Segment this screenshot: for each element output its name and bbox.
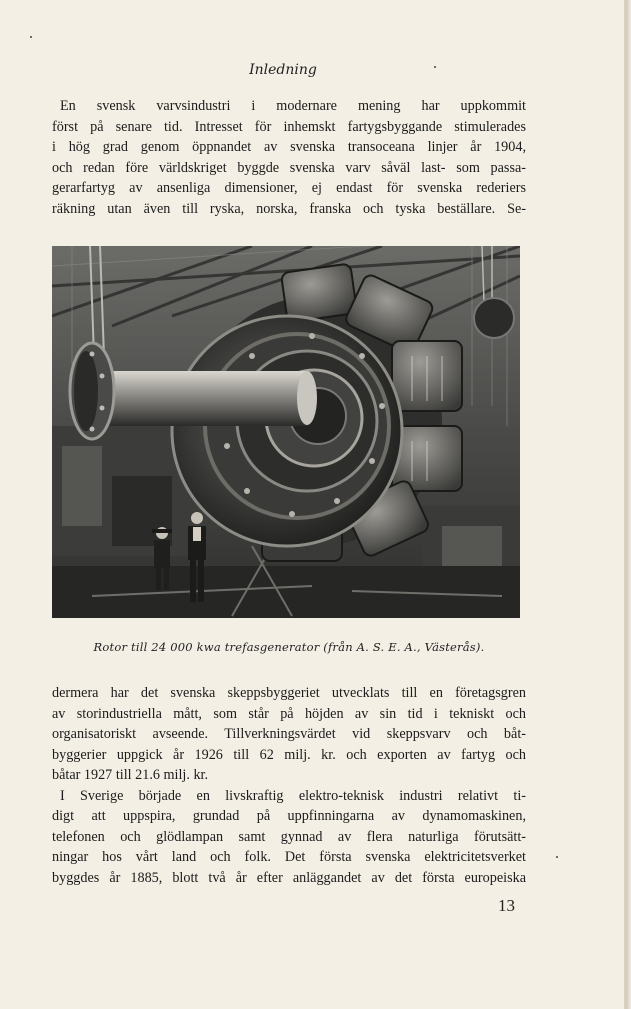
paper-speck <box>434 66 436 68</box>
text-line: byggerier uppgick år 1926 till 62 milj. kr. och exporten av fartyg och <box>52 746 526 763</box>
text-line: I Sverige började en livskraftig elektro-teknisk industri relativt ti- <box>60 787 526 804</box>
text-line: digt att uppspira, grundad på uppfinningarna av dynamomaskinen, <box>52 808 526 824</box>
running-head: Inledning <box>249 62 317 78</box>
text-line: av storindustriella mått, som står på höjden av sin tid i tekniskt och <box>52 705 526 722</box>
page-edge <box>626 0 631 1009</box>
text-line: och redan före världskriget byggde svenska varv såväl last- som passa- <box>52 159 526 176</box>
paragraph-bottom <box>52 683 526 888</box>
text-line: räkning utan även till ryska, norska, franska och tyska beställare. Se- <box>52 200 526 217</box>
text-line: gerarfartyg av ansenliga dimensioner, ej endast för svenska rederiers <box>52 180 526 196</box>
page-number: 13 <box>498 896 515 915</box>
text-line: En svensk varvsindustri i modernare mening har uppkommit <box>60 98 526 114</box>
text-line: organisatoriskt avseende. Tillverkningsvärdet vid skeppsvarv och båt- <box>52 726 526 742</box>
paper-speck <box>30 36 32 38</box>
rotor-photograph <box>52 246 520 618</box>
text-line: dermera har det svenska skeppsbyggeriet utvecklats till en företagsgren <box>52 685 526 701</box>
text-line: båtar 1927 till 21.6 milj. kr. <box>52 767 209 783</box>
rotor-photo-illustration <box>52 246 520 618</box>
paragraph-top <box>52 96 526 219</box>
text-line: byggdes år 1885, blott två år efter anläggandet av det första europeiska <box>52 869 526 886</box>
figure-caption: Rotor till 24 000 kwa trefasgenerator (från A. S. E. A., Västerås). <box>93 640 485 654</box>
text-line: i hög grad genom öppnandet av svenska transoceana linjer år 1904, <box>52 139 526 155</box>
paper-speck <box>556 856 558 858</box>
text-line: telefonen och glödlampan samt gynnad av flera naturliga förutsätt- <box>52 828 526 845</box>
text-line: först på senare tid. Intresset för inhemskt fartygsbyggande stimulerades <box>52 118 526 135</box>
text-line: ningar hos vårt land och folk. Det första svenska elektricitetsverket <box>52 849 526 865</box>
